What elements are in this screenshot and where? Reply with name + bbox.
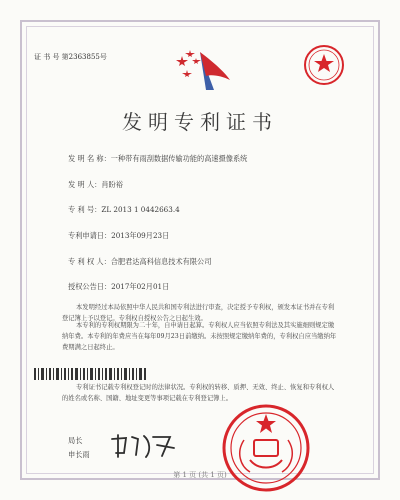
cnipa-logo-icon (172, 46, 232, 98)
official-seal-large (218, 400, 314, 496)
director-label: 局长 (68, 436, 83, 445)
handwritten-signature (108, 431, 178, 461)
official-seal-small (303, 44, 345, 86)
certificate-paragraph-2: 本专利的专利权期限为二十年，自申请日起算。专利权人应当依照专利法及其实施细则规定缴纳年费。本专利的年费应当在每年09月23日前缴纳。未按照规定缴纳年费的，专利权自应当缴纳年费期满之日起终止。 (62, 322, 337, 351)
certificate-paragraph-1: 本发明经过本局依照中华人民共和国专利法进行审查，决定授予专利权，颁发本证书并在专利登记簿上予以登记。专利权自授权公告之日起生效。 (62, 304, 335, 322)
barcode-icon (34, 368, 146, 380)
grant-date: 授权公告日：2017年02月01日 (68, 282, 170, 291)
inventor: 发 明 人：肖盼裕 (68, 180, 123, 189)
director-name: 申长雨 (68, 450, 90, 459)
page-footer: 第 1 页 (共 1 页) (173, 471, 227, 479)
filing-date: 专利申请日：2013年09月23日 (68, 231, 170, 240)
patent-number: 专 利 号：ZL 2013 1 0442663.4 (68, 205, 180, 214)
certificate-title: 发明专利证书 (122, 110, 278, 134)
invention-name: 发 明 名 称：一种带有雨刮数据传输功能的高速摄像系统 (68, 154, 248, 163)
certificate-number: 证 书 号 第2363855号 (34, 53, 107, 61)
certificate-paragraph-3: 专利证书记载专利权登记时的法律状况。专利权的转移、质押、无效、终止、恢复和专利权人的姓名或名称、国籍、地址变更等事项记载在专利登记簿上。 (62, 384, 335, 402)
patentee: 专 利 权 人：合肥君达高科信息技术有限公司 (68, 257, 212, 266)
